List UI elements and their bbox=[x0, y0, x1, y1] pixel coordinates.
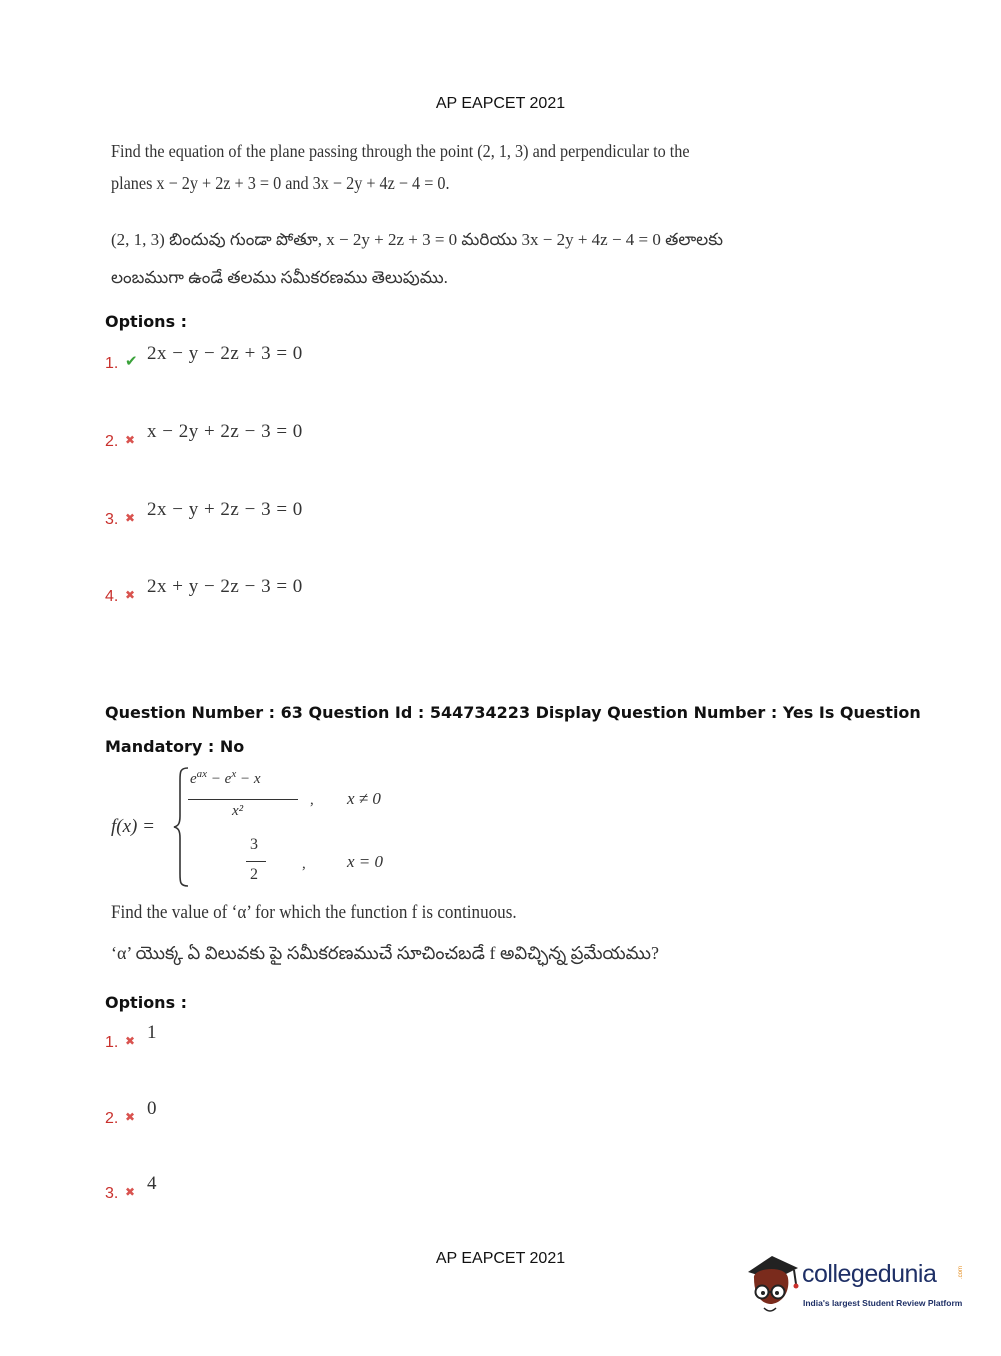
case2-fraction-bar bbox=[246, 861, 266, 862]
option-value: 2x − y − 2z + 3 = 0 bbox=[147, 343, 303, 364]
cross-icon: ✖ bbox=[125, 1110, 136, 1124]
page-header-title: AP EAPCET 2021 bbox=[435, 95, 566, 112]
cross-icon: ✖ bbox=[125, 511, 136, 525]
option-value: 1 bbox=[147, 1022, 157, 1043]
left-brace bbox=[172, 766, 192, 888]
option-number: 2. bbox=[105, 1110, 119, 1127]
case1-denominator: x² bbox=[232, 803, 244, 819]
option-item bbox=[105, 1022, 157, 1052]
case2-condition: x = 0 bbox=[347, 852, 384, 871]
case1-comma: , bbox=[310, 792, 314, 808]
cross-icon: ✖ bbox=[125, 1034, 136, 1048]
brand-suffix: .com bbox=[958, 1266, 964, 1280]
option-value: x − 2y + 2z − 3 = 0 bbox=[147, 421, 303, 442]
option-value: 2x + y − 2z − 3 = 0 bbox=[147, 576, 303, 597]
question-text-line1: Find the equation of the plane passing through the point (2, 1, 3) and perpendicular to the bbox=[111, 141, 690, 161]
option-item bbox=[105, 1098, 157, 1128]
option-item bbox=[105, 343, 303, 373]
question-telugu: ‘α’ యొక్క ఏ విలువకు పై సమీకరణముచే సూచించబడే f అవిచ్ఛిన్న ప్రమేయము? bbox=[111, 943, 659, 963]
case1-numerator: $e^{ax} - e^x - x$ bbox=[190, 768, 261, 787]
option-number: 3. bbox=[105, 511, 119, 528]
option-value: 4 bbox=[147, 1173, 157, 1194]
cross-icon: ✖ bbox=[125, 588, 136, 602]
options-label: Options : bbox=[105, 312, 188, 331]
option-item bbox=[105, 499, 303, 529]
mascot-icon bbox=[742, 1250, 802, 1316]
collegedunia-logo bbox=[742, 1246, 972, 1318]
question-telugu-line2: లంబముగా ఉండే తలము సమీకరణము తెలుపుము. bbox=[111, 268, 448, 287]
option-number: 1. bbox=[105, 355, 119, 372]
cross-icon: ✖ bbox=[125, 1185, 136, 1199]
options-label: Options : bbox=[105, 993, 188, 1012]
check-icon: ✔ bbox=[125, 352, 138, 370]
brand-tagline: India's largest Student Review Platform bbox=[803, 1298, 963, 1308]
brand-name: collegedunia bbox=[802, 1260, 937, 1288]
option-number: 4. bbox=[105, 588, 119, 605]
case2-numerator: 3 bbox=[250, 836, 258, 853]
option-item bbox=[105, 576, 303, 606]
function-lhs: f(x) = bbox=[111, 816, 155, 837]
question-text-line2: planes x − 2y + 2z + 3 = 0 and 3x − 2y + 4z − 4 = 0. bbox=[111, 173, 450, 193]
question-telugu-line1: (2, 1, 3) బిందువు గుండా పోతూ, x − 2y + 2z + 3 = 0 మరియు 3x − 2y + 4z − 4 = 0 తలాలకు bbox=[111, 230, 723, 249]
option-value: 0 bbox=[147, 1098, 157, 1119]
case1-fraction-bar bbox=[188, 799, 298, 800]
case1-condition: x ≠ 0 bbox=[347, 789, 381, 808]
question-meta-line2: Mandatory : No bbox=[105, 737, 245, 756]
cross-icon: ✖ bbox=[125, 433, 136, 447]
question-meta-line1: Question Number : 63 Question Id : 544734223 Display Question Number : Yes Is Question bbox=[105, 703, 921, 722]
option-number: 1. bbox=[105, 1034, 119, 1051]
case2-comma: , bbox=[302, 856, 306, 872]
question-text: Find the value of ‘α’ for which the function f is continuous. bbox=[111, 902, 517, 923]
option-item bbox=[105, 421, 303, 451]
case2-denominator: 2 bbox=[250, 866, 258, 883]
option-number: 2. bbox=[105, 433, 119, 450]
option-number: 3. bbox=[105, 1185, 119, 1202]
page-footer-title: AP EAPCET 2021 bbox=[435, 1250, 566, 1267]
option-value: 2x − y + 2z − 3 = 0 bbox=[147, 499, 303, 520]
option-item bbox=[105, 1173, 157, 1203]
